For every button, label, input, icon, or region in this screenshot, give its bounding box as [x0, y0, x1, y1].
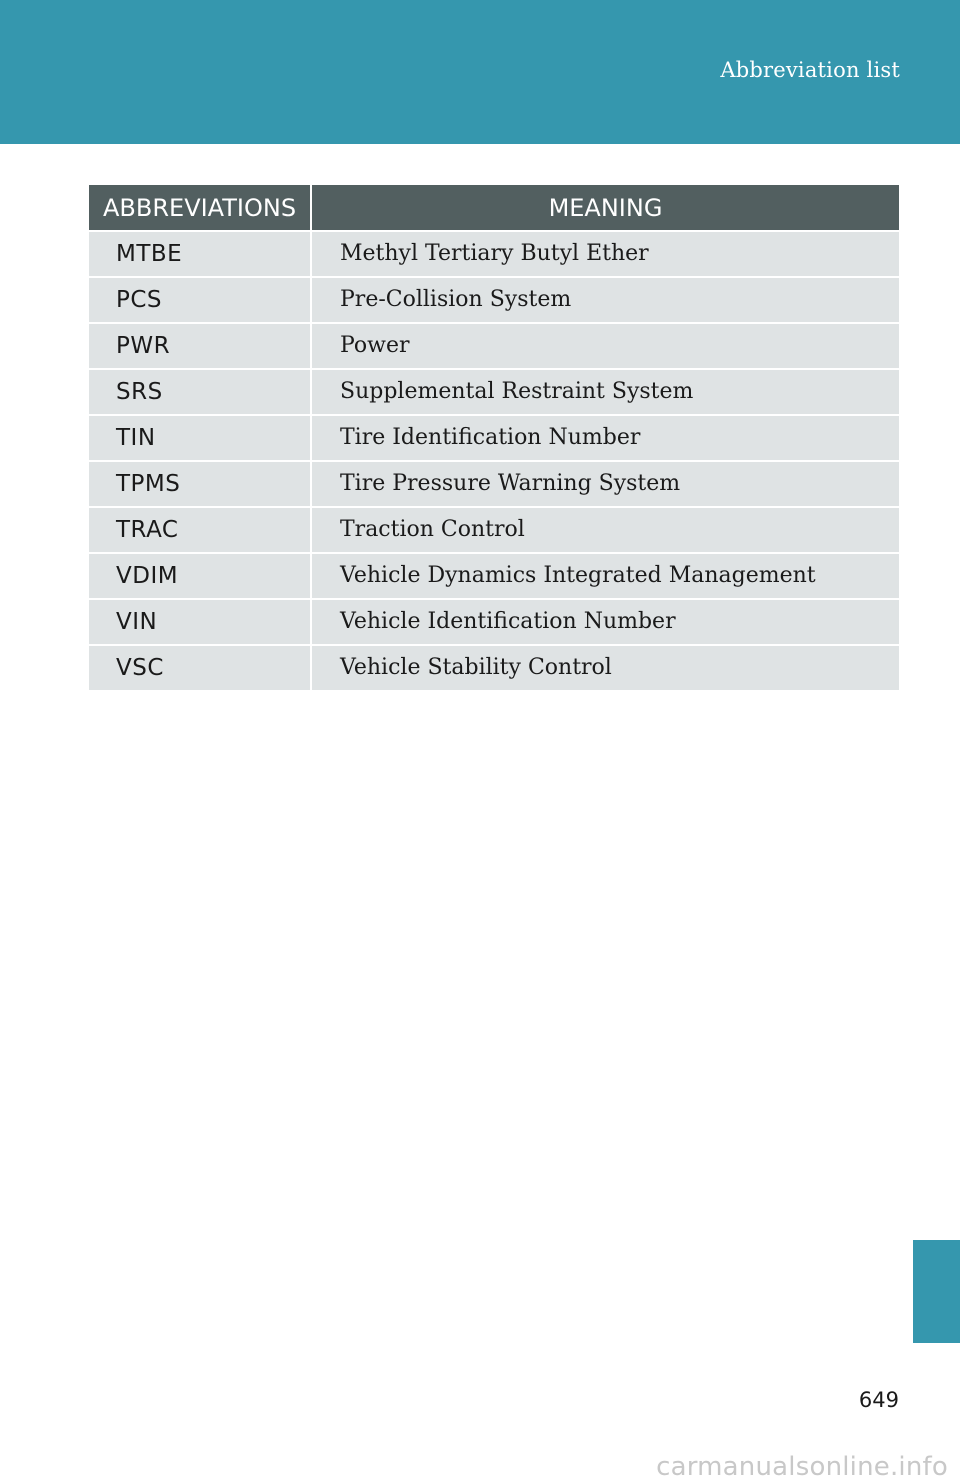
abbreviation-cell: TPMS: [89, 461, 311, 507]
meaning-cell: Tire Identification Number: [311, 415, 899, 461]
table-row: [89, 461, 899, 507]
abbreviation-cell: TIN: [89, 415, 311, 461]
watermark: carmanualsonline.info: [656, 1452, 948, 1482]
page-number: 649: [858, 1388, 899, 1412]
abbreviation-cell: MTBE: [89, 231, 311, 277]
table-row: [89, 415, 899, 461]
abbreviation-cell: VSC: [89, 645, 311, 690]
table-header-row: [89, 185, 899, 231]
table-row: [89, 507, 899, 553]
meaning-cell: Pre-Collision System: [311, 277, 899, 323]
meaning-cell: Vehicle Stability Control: [311, 645, 899, 690]
section-side-tab: [913, 1240, 960, 1343]
abbreviation-cell: VDIM: [89, 553, 311, 599]
table-row: [89, 277, 899, 323]
table-row: [89, 323, 899, 369]
table-row: [89, 369, 899, 415]
table-row: [89, 553, 899, 599]
abbreviation-cell: VIN: [89, 599, 311, 645]
meaning-cell: Vehicle Dynamics Integrated Management: [311, 553, 899, 599]
abbreviation-cell: PWR: [89, 323, 311, 369]
meaning-cell: Supplemental Restraint System: [311, 369, 899, 415]
abbreviation-cell: PCS: [89, 277, 311, 323]
column-header-abbreviations: ABBREVIATIONS: [89, 185, 311, 231]
table-row: [89, 231, 899, 277]
meaning-cell: Vehicle Identification Number: [311, 599, 899, 645]
meaning-cell: Tire Pressure Warning System: [311, 461, 899, 507]
page-title: Abbreviation list: [720, 58, 900, 82]
table-row: [89, 645, 899, 690]
header-band: [0, 0, 960, 144]
meaning-cell: Methyl Tertiary Butyl Ether: [311, 231, 899, 277]
table-row: [89, 599, 899, 645]
abbreviation-cell: TRAC: [89, 507, 311, 553]
meaning-cell: Power: [311, 323, 899, 369]
meaning-cell: Traction Control: [311, 507, 899, 553]
abbreviation-table: [89, 185, 899, 690]
column-header-meaning: MEANING: [311, 185, 899, 231]
abbreviation-cell: SRS: [89, 369, 311, 415]
